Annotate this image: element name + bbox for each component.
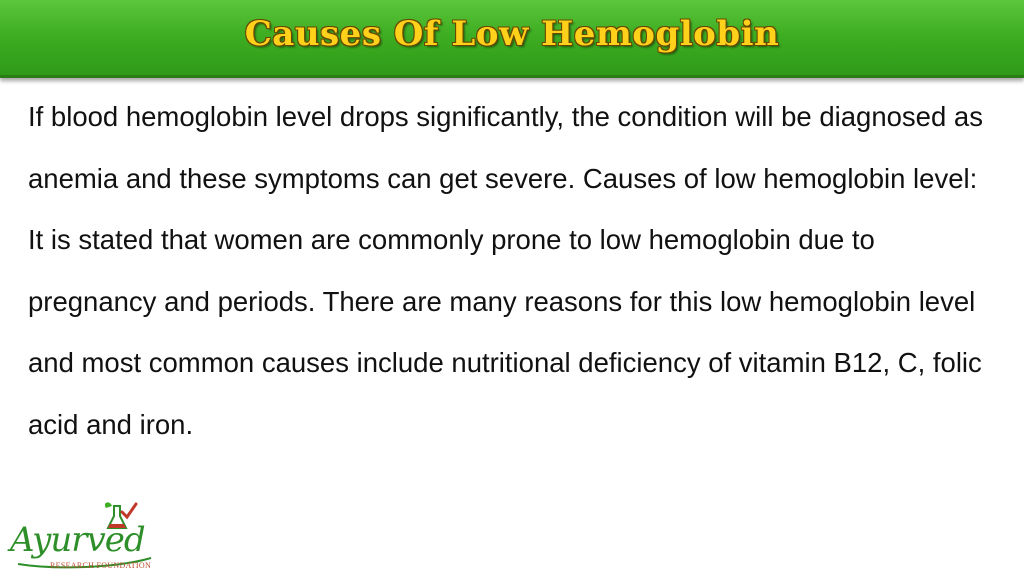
body-paragraph: If blood hemoglobin level drops significantly, the condition will be diagnosed as anemia and these symptoms can get severe. Causes of low hemoglobin level: It is stated that women are commonly prone to low hemoglobin due to pregnancy and periods. There are many reasons for this low hemoglobin level and most common causes include nutritional deficiency of vitamin B12, C, folic acid and iron.: [28, 101, 983, 440]
slide-title: Causes Of Low Hemoglobin: [244, 14, 780, 54]
logo-wordmark: Ayurved: [10, 520, 145, 560]
logo-subtitle: RESEARCH FOUNDATION: [50, 561, 152, 570]
ayurved-logo: [6, 498, 156, 574]
title-bar: [0, 0, 1024, 78]
